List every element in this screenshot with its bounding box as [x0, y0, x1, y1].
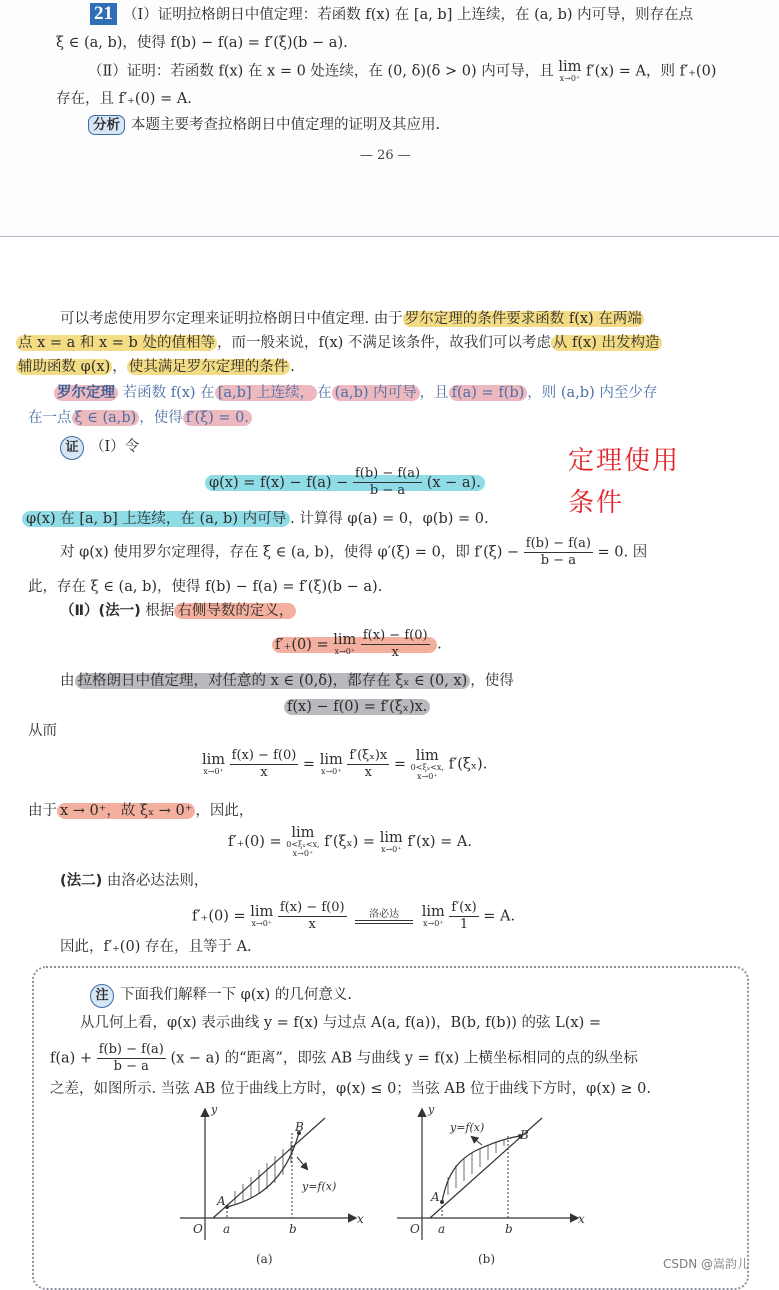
svg-text:x: x [578, 1212, 585, 1226]
limit-expression: lim x→0⁺ [558, 59, 582, 83]
watermark: CSDN @嵩韵儿 [663, 1257, 750, 1271]
figure-a-graph [175, 1105, 365, 1245]
svg-text:B: B [520, 1128, 529, 1142]
question-part2-line1: （Ⅱ）证明：若函数 f(x) 在 x = 0 处连续，在 (0, δ)(δ > 0) 内可导，且 lim x→0⁺ f′(x) = A，则 f′₊(0) [88, 59, 717, 83]
rolle-theorem-label: 罗尔定理 [54, 385, 118, 401]
figure-b-caption: (b) [478, 1252, 496, 1266]
right-derivative-definition: f′₊(0) = lim x→0⁺ $\frac{f(x) - f(0)}{x}$ . [272, 628, 442, 661]
intro-line3: 辅助函数 φ(x) ， 使其满足罗尔定理的条件 . [18, 359, 295, 375]
rolle-apply-line: 对 φ(x) 使用罗尔定理得，存在 ξ ∈ (a, b)，使得 φ′(ξ) = 0，即 f′(ξ) − $\frac{f(b) - f(a)}{b - a}$ = 0. 因 [60, 536, 648, 568]
mvt-equation [284, 696, 430, 718]
question-part2-line2: 存在，且 f′₊(0) = A. [56, 91, 192, 107]
fraction: $\frac{f(b) - f(a)}{b - a}$ [525, 536, 591, 568]
highlight-pink: ξ ∈ (a,b) [72, 410, 140, 426]
mvt-line: 由 拉格朗日中值定理，对任意的 x ∈ (0,δ)，都存在 ξₓ ∈ (0, x) ，使得 [60, 673, 514, 689]
fraction: $\frac{f(b) - f(a)}{b - a}$ [354, 466, 421, 498]
auxiliary-function-equation [205, 466, 485, 499]
svg-text:O: O [410, 1222, 420, 1236]
lhopital-equals-sign: 洛必达 [355, 910, 413, 924]
highlight-yellow: 辅助函数 φ(x) [18, 359, 111, 375]
highlight-pink: f(a) = f(b) [449, 385, 528, 401]
highlight-pink: [a,b] 上连续， [215, 385, 317, 401]
highlight-cyan: φ(x) 在 [a, b] 上连续，在 (a, b) 内可导 [22, 511, 290, 527]
note-paragraph-line3: 之差，如图所示. 当弦 AB 位于曲线上方时，φ(x) ≤ 0；当弦 AB 位于曲线下方时，φ(x) ≥ 0. [50, 1081, 651, 1097]
note-paragraph-line1: 从几何上看，φ(x) 表示曲线 y = f(x) 与过点 A(a, f(a))，B(b, f(b)) 的弦 L(x) = [80, 1015, 602, 1031]
limit-chain-equation: lim x→0⁺ $\frac{f(x) - f(0)}{x}$ = lim x→0⁺ $\frac{\text{f′(ξₓ)x}}{x}$ = lim 0<ξₓ<x, x→0⁺ f′(ξₓ). [202, 747, 488, 781]
highlight-orange: 右侧导数的定义， [174, 603, 296, 619]
method2-line: (法二) 由洛必达法则， [60, 873, 209, 889]
highlight-pink: (a,b) 内可导 [332, 385, 420, 401]
svg-text:b: b [505, 1222, 513, 1236]
highlight-orange: x → 0⁺，故 ξₓ → 0⁺ [57, 803, 195, 819]
page-separator [0, 236, 779, 237]
analysis-tag: 分析 [88, 115, 125, 135]
highlight-yellow: 点 x = a 和 x = b 处的值相等 [18, 335, 215, 351]
lhopital-equation: f′₊(0) = lim x→0⁺ $\frac{f(x) - f(0)}{x}$ 洛必达 lim x→0⁺ $\frac{f'(x)}{1}$ = A. [192, 900, 516, 932]
note-paragraph-line2: f(a) + $\frac{f(b) - f(a)}{b - a}$ (x − a) 的“距离”，即弦 AB 与曲线 y = f(x) 上横坐标相同的点的纵坐标 [50, 1042, 638, 1074]
intro-line2: 点 x = a 和 x = b 处的值相等 ，而一般来说，f(x) 不满足该条件，故我们可以考虑 从 f(x) 出发构造 [18, 335, 660, 351]
question-part1-line2: ξ ∈ (a, b)，使得 f(b) − f(a) = f′(ξ)(b − a). [56, 35, 348, 51]
svg-text:A: A [217, 1194, 226, 1208]
rolle-theorem-line1: 罗尔定理 若函数 f(x) 在 [a,b] 上连续， 在 (a,b) 内可导 ，且 f(a) = f(b) ，则 (a,b) 内至少存 [54, 382, 657, 404]
intro-line1: 可以考虑使用罗尔定理来证明拉格朗日中值定理. 由于 罗尔定理的条件要求函数 f(x) 在两端 [60, 311, 642, 327]
final-limit-equation: f′₊(0) = lim 0<ξₓ<x, x→0⁺ f′(ξₓ) = lim x→0⁺ f′(x) = A. [228, 825, 472, 858]
svg-text:y=f(x): y=f(x) [302, 1180, 337, 1193]
svg-text:y: y [428, 1105, 435, 1116]
proof1-conclusion: 此，存在 ξ ∈ (a, b)，使得 f(b) − f(a) = f′(ξ)(b − a). [28, 579, 383, 595]
svg-text:y: y [211, 1105, 218, 1116]
svg-text:a: a [438, 1222, 446, 1236]
svg-text:b: b [289, 1222, 297, 1236]
svg-text:A: A [431, 1190, 440, 1204]
method1-line: （Ⅱ）(法一) 根据 右侧导数的定义， [60, 600, 296, 622]
svg-text:y=f(x): y=f(x) [450, 1121, 485, 1134]
svg-text:O: O [193, 1222, 203, 1236]
question-number-badge: 21 [90, 3, 117, 25]
question-part1-line1: 21 （Ⅰ）证明拉格朗日中值定理：若函数 f(x) 在 [a, b] 上连续，在 (a, b) 内可导，则存在点 [90, 3, 693, 26]
thus-label: 从而 [28, 723, 57, 739]
highlight-gray: f(x) − f(0) = f′(ξₓ)x. [284, 699, 430, 715]
svg-text:x: x [357, 1212, 364, 1226]
highlight-yellow: 罗尔定理的条件要求函数 f(x) 在两端 [404, 311, 642, 327]
svg-text:a: a [223, 1222, 231, 1236]
page-number: — 26 — [360, 148, 411, 163]
analysis-line: 分析 本题主要考查拉格朗日中值定理的证明及其应用. [88, 114, 440, 136]
since-line: 由于 x → 0⁺，故 ξₓ → 0⁺ ，因此， [28, 803, 254, 819]
previous-page [0, 0, 779, 237]
continuity-line: φ(x) 在 [a, b] 上连续，在 (a, b) 内可导 . 计算得 φ(a) = 0，φ(b) = 0. [22, 508, 489, 530]
note-title: 注 下面我们解释一下 φ(x) 的几何意义. [90, 984, 352, 1008]
highlight-cyan: φ(x) = f(x) − f(a) − $\frac{f(b) - f(a)}{b - a}$ (x − a). [205, 475, 485, 491]
handwritten-annotation: 定理使用 条件 [568, 446, 681, 518]
figure-a-caption: (a) [256, 1252, 273, 1266]
rolle-theorem-line2: 在一点 ξ ∈ (a,b) ，使得 f′(ξ) = 0. [28, 407, 252, 429]
method2-conclusion: 因此，f′₊(0) 存在，且等于 A. [60, 939, 252, 955]
highlight-yellow: 使其满足罗尔定理的条件 [128, 359, 289, 375]
note-tag: 注 [90, 984, 114, 1008]
proof-tag: 证 [60, 436, 84, 460]
svg-text:B: B [295, 1120, 304, 1134]
figure-b-graph [392, 1105, 592, 1245]
highlight-yellow: 从 f(x) 出发构造 [552, 335, 660, 351]
highlight-orange: f′₊(0) = lim x→0⁺ $\frac{f(x) - f(0)}{x}$ [272, 637, 437, 653]
highlight-pink: f′(ξ) = 0. [183, 410, 252, 426]
proof-intro: 证 （Ⅰ）令 [60, 436, 139, 460]
highlight-gray: 拉格朗日中值定理，对任意的 x ∈ (0,δ)，都存在 ξₓ ∈ (0, x) [75, 673, 471, 689]
